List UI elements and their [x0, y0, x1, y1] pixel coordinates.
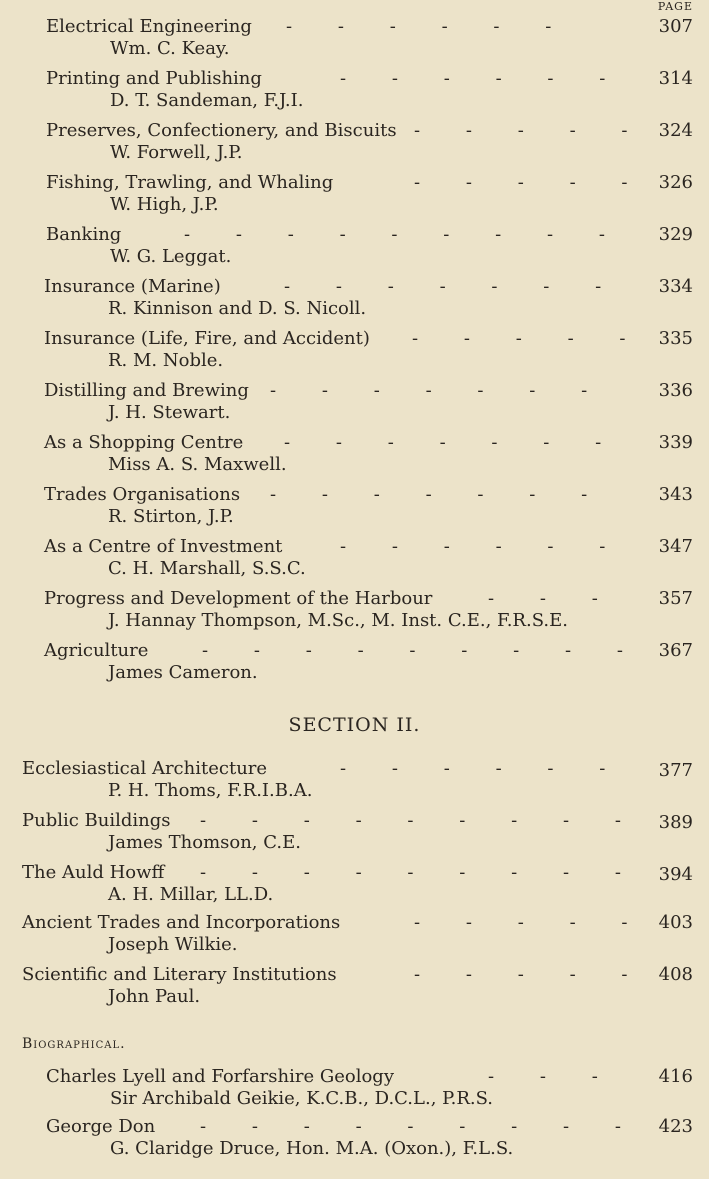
- page-number: 326: [658, 172, 693, 193]
- entry-title: Public Buildings: [22, 810, 171, 831]
- page-number: 343: [658, 484, 693, 505]
- entry-title: Fishing, Trawling, and Whaling: [46, 172, 334, 193]
- section-heading: SECTION II.: [288, 714, 421, 736]
- entry-author: Wm. C. Keay.: [110, 38, 230, 59]
- biographical-heading: Biographical.: [22, 1036, 126, 1052]
- entry-author: Joseph Wilkie.: [108, 934, 238, 955]
- leader-dots: - - - - - - - - -: [200, 1116, 621, 1137]
- page-number: 334: [658, 276, 693, 297]
- leader-dots: - - - - - -: [340, 68, 606, 89]
- leader-dots: - - - - - -: [340, 536, 606, 557]
- leader-dots: - - - - - - - - -: [184, 224, 605, 245]
- leader-dots: - - - - - - -: [270, 380, 588, 401]
- entry-author: R. Stirton, J.P.: [108, 506, 234, 527]
- page-number: 394: [658, 864, 693, 885]
- toc-entry: [46, 172, 333, 216]
- leader-dots: - - - - -: [414, 964, 628, 985]
- entry-title: Ancient Trades and Incorporations: [22, 912, 341, 933]
- entry-author: W. High, J.P.: [110, 194, 219, 215]
- entry-title: Ecclesiastical Architecture: [22, 758, 268, 779]
- entry-author: R. M. Noble.: [108, 350, 224, 371]
- entry-title: The Auld Howff: [22, 862, 165, 883]
- entry-author: P. H. Thoms, F.R.I.B.A.: [108, 780, 313, 801]
- entry-author: A. H. Millar, LL.D.: [108, 884, 274, 905]
- entry-author: R. Kinnison and D. S. Nicoll.: [108, 298, 367, 319]
- page-number: 336: [658, 380, 693, 401]
- entry-author: G. Claridge Druce, Hon. M.A. (Oxon.), F.L.S.: [110, 1138, 514, 1159]
- entry-title: Electrical Engineering: [46, 16, 252, 37]
- page-number: 367: [658, 640, 693, 661]
- entry-title: Progress and Development of the Harbour: [44, 588, 433, 609]
- entry-author: D. T. Sandeman, F.J.I.: [110, 90, 304, 111]
- page-number: 347: [658, 536, 693, 557]
- page-number: 357: [658, 588, 693, 609]
- toc-entry: [22, 912, 340, 956]
- entry-title: Insurance (Life, Fire, and Accident): [44, 328, 370, 349]
- toc-entry: [44, 380, 249, 424]
- entry-author: James Cameron.: [108, 662, 258, 683]
- page-number: 314: [658, 68, 693, 89]
- leader-dots: - - - - -: [414, 912, 628, 933]
- page-number: 307: [658, 16, 693, 37]
- entry-title: Charles Lyell and Forfarshire Geology: [46, 1066, 394, 1087]
- leader-dots: - - - - - - -: [284, 276, 602, 297]
- entry-title: Trades Organisations: [44, 484, 241, 505]
- entry-author: Sir Archibald Geikie, K.C.B., D.C.L., P.R.S.: [110, 1088, 494, 1109]
- entry-title: George Don: [46, 1116, 156, 1137]
- toc-entry: [46, 120, 397, 164]
- page-column-label: PAGE: [657, 0, 693, 13]
- page-number: 339: [658, 432, 693, 453]
- entry-author: Miss A. S. Maxwell.: [108, 454, 287, 475]
- leader-dots: - - - - - - - - -: [200, 862, 621, 883]
- entry-author: C. H. Marshall, S.S.C.: [108, 558, 306, 579]
- leader-dots: - - - - - - -: [284, 432, 602, 453]
- entry-author: J. Hannay Thompson, M.Sc., M. Inst. C.E., F.R.S.E.: [108, 610, 568, 631]
- toc-entry: [44, 328, 370, 372]
- page-number: 408: [658, 964, 693, 985]
- entry-title: Agriculture: [44, 640, 149, 661]
- entry-title: As a Centre of Investment: [44, 536, 283, 557]
- entry-title: Printing and Publishing: [46, 68, 262, 89]
- entry-title: As a Shopping Centre: [44, 432, 244, 453]
- leader-dots: - - - - -: [412, 328, 626, 349]
- toc-entry: [44, 536, 306, 580]
- toc-entry: [44, 484, 240, 528]
- toc-entry: [46, 68, 303, 112]
- entry-author: J. H. Stewart.: [108, 402, 231, 423]
- leader-dots: - - - - - - -: [270, 484, 588, 505]
- leader-dots: - - - - - - - - -: [202, 640, 623, 661]
- toc-entry: [46, 16, 252, 60]
- entry-title: Preserves, Confectionery, and Biscuits: [46, 120, 397, 141]
- page-number: 335: [658, 328, 693, 349]
- leader-dots: - - - - - -: [340, 758, 606, 779]
- leader-dots: - - -: [488, 588, 598, 609]
- entry-title: Scientific and Literary Institutions: [22, 964, 337, 985]
- toc-entry: [22, 964, 337, 1008]
- entry-title: Insurance (Marine): [44, 276, 221, 297]
- entry-author: W. Forwell, J.P.: [110, 142, 243, 163]
- page-number: 389: [658, 812, 693, 833]
- page-number: 423: [658, 1116, 693, 1137]
- page-number: 403: [658, 912, 693, 933]
- page-number: 329: [658, 224, 693, 245]
- entry-author: W. G. Leggat.: [110, 246, 232, 267]
- leader-dots: - - - - - -: [286, 16, 552, 37]
- page-number: 324: [658, 120, 693, 141]
- entry-author: John Paul.: [108, 986, 201, 1007]
- toc-entry: [44, 432, 287, 476]
- leader-dots: - - - - -: [414, 172, 628, 193]
- entry-title: Banking: [46, 224, 122, 245]
- entry-author: James Thomson, C.E.: [108, 832, 301, 853]
- page-number: 416: [658, 1066, 693, 1087]
- leader-dots: - - - - -: [414, 120, 628, 141]
- page-number: 377: [658, 760, 693, 781]
- entry-title: Distilling and Brewing: [44, 380, 249, 401]
- leader-dots: - - -: [488, 1066, 598, 1087]
- toc-entry: [46, 1066, 493, 1110]
- toc-entry: [22, 758, 312, 802]
- leader-dots: - - - - - - - - -: [200, 810, 621, 831]
